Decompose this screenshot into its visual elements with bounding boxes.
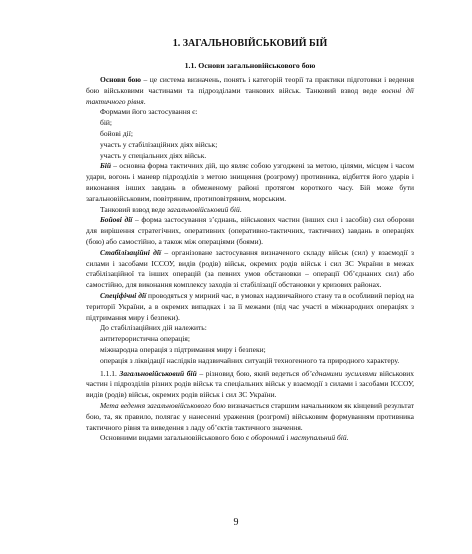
paragraph-battle xyxy=(86,161,414,204)
paragraph-specific xyxy=(86,291,414,323)
chapter-heading: 1. ЗАГАЛЬНОВІЙСЬКОВИЙ БІЙ xyxy=(172,38,328,49)
italic-text: оборонний xyxy=(251,433,285,443)
italic-text: наступальний бій xyxy=(290,433,347,443)
paragraph-text: і xyxy=(284,433,291,443)
term: Бойові дії xyxy=(100,215,133,225)
paragraph-text: – основна форма тактичних дій, що являє собою узгоджені за метою, цілями, місцем і часом удари, вогонь і маневр підрозділів з метою знищення (розгрому) противника, відбиття його ударів і виконання інших завдань в обмеженому районі протягом короткого часу. Бій може бути загальновійськовим, повітряним, протиповітряним, морським. xyxy=(86,161,414,203)
italic-text: об’єднаними зусиллями xyxy=(301,368,377,378)
list-item: бій; xyxy=(100,118,112,128)
paragraph-text: Основними видами загальновійськового бою є xyxy=(100,433,252,443)
term: Спеціфічні дії xyxy=(100,290,147,300)
list-item: антитерористична операція; xyxy=(100,334,190,344)
paragraph-fundamentals xyxy=(86,75,414,107)
stabilization-intro: До стабілізаційних дій належить: xyxy=(100,323,207,333)
section-number: 1.1.1. xyxy=(100,368,120,378)
paragraph-text: визначається старшим начальником як кінцевий результат бою, та, як правило, полягає у нанесенні ураження (розгромі) військовим формуванням противника тактичного рівня та виведення з ладу об’єктів тактичного значення. xyxy=(86,400,414,432)
paragraph-stabilization xyxy=(86,248,414,291)
term: Загальновійськовий бій xyxy=(119,368,197,378)
italic-text: Мета ведення загальновійськового бою xyxy=(100,400,226,410)
list-item-last: операція з ліквідації наслідків надзвичайних ситуацій техногенного та природного характеру. xyxy=(100,355,400,365)
page-number: 9 xyxy=(233,517,239,528)
list-item: участь у спеціальних діях військ. xyxy=(100,150,207,160)
paragraph-text: військових частин і підрозділів різних родів військ та спеціальних військ у взаємодії з силами і засобами ІССОУ, видів (родів) військ, окремих родів військ і сил ЗС України. xyxy=(86,368,415,400)
paragraph-types xyxy=(86,433,414,444)
forms-intro: Формами його застосування є: xyxy=(100,107,198,117)
paragraph-text: – форма застосування з’єднань, військових частин (інших сил і засобів) сил оборони для вирішення стратегічних, оперативних (оперативно-тактичних, тактичних) завдань в операціях (бою) або самостійно, а також між операціями (боями). xyxy=(86,215,414,246)
paragraph-text: – організоване застосування визначеного складу військ (сил) у взаємодії з силами і засобами ІССОУ, видів (родів) військ, окремих родів військ і сил ЗС України в межах стабілізаційної та інших операцій (за певних умов обстановки – операції Об’єднаних сил) або самостійно, для виконання комплексу заходів зі стабілізації обстановки у кризових районах. xyxy=(86,247,414,290)
paragraph-text: – це система визначень, понять і категорій теорії та практики підготовки і ведення бою військовими частинами та підрозділами танкових військ. Танковий взвод веде xyxy=(86,75,415,95)
paragraph-end: . xyxy=(239,204,242,214)
section-heading: 1.1. Основи загальновійськового бою xyxy=(184,61,316,70)
list-item: бойові дії; xyxy=(100,128,133,138)
paragraph-purpose xyxy=(86,401,414,433)
paragraph-platoon xyxy=(86,205,414,216)
list-item: участь у стабілізаційних діях військ; xyxy=(100,139,218,149)
paragraph-text: проводяться у мирний час, в умовах надзвичайного стану та в особливий період на території України, а в окремих випадках і за її межами (під час участі в міжнародних операціях з підтримання миру і безпеки). xyxy=(86,290,414,322)
paragraph-text: Танковий взвод веде xyxy=(100,204,168,214)
list-item: міжнародна операція з підтримання миру і безпеки; xyxy=(100,344,266,354)
paragraph-end: . xyxy=(143,96,146,106)
paragraph-combined-arms xyxy=(86,369,414,401)
paragraph-end: . xyxy=(346,433,349,443)
paragraph-combat-actions xyxy=(86,215,414,247)
italic-text: воєнні дії тактичного рівня xyxy=(86,85,414,106)
italic-text: загальновійськовий бій xyxy=(167,204,240,214)
term: Стабілізаційні дії xyxy=(100,247,162,257)
term: Основи бою xyxy=(100,75,142,84)
paragraph-text: – різновид бою, який ведеться xyxy=(196,368,302,378)
term: Бій xyxy=(100,161,112,171)
